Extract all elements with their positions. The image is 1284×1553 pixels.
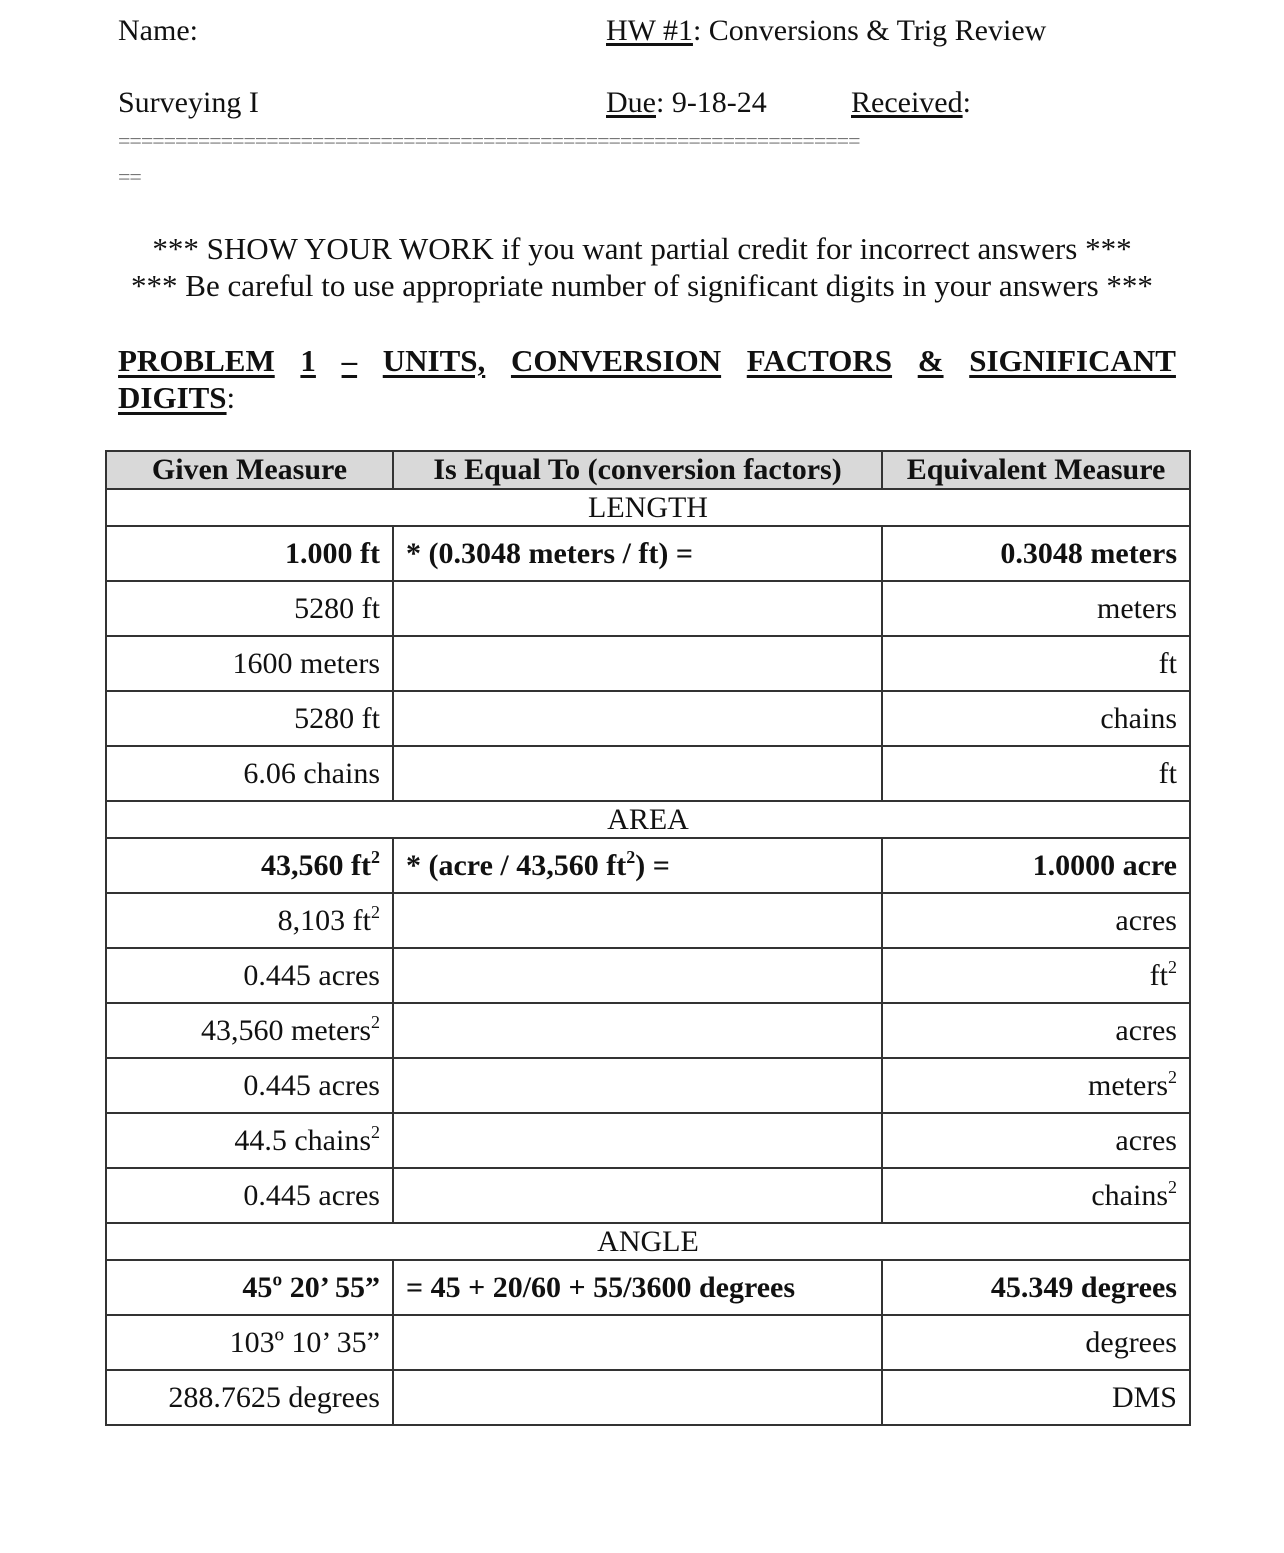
problem-word: & [917, 343, 944, 378]
section-row-area [106, 801, 1190, 838]
equivalent-cell: 0.3048 meters [882, 526, 1190, 581]
work-cell[interactable] [393, 691, 882, 746]
equivalent-cell[interactable]: acres [882, 1003, 1190, 1058]
work-cell[interactable] [393, 1370, 882, 1425]
given-cell: 45º 20’ 55” [106, 1260, 393, 1315]
table-row [106, 948, 1190, 1003]
problem-heading [118, 342, 1176, 416]
given-cell: 5280 ft [106, 581, 393, 636]
work-cell[interactable] [393, 1113, 882, 1168]
equivalent-cell[interactable]: ft [882, 636, 1190, 691]
given-value: 44.5 chains [234, 1123, 371, 1157]
separator-rule-2: == [118, 164, 141, 189]
given-cell: 0.445 acres [106, 1058, 393, 1113]
problem-word: CONVERSION [510, 343, 722, 378]
given-cell [106, 1003, 393, 1058]
superscript: 2 [1168, 956, 1177, 977]
equivalent-cell: 1.0000 acre [882, 838, 1190, 893]
work-cell[interactable] [393, 893, 882, 948]
work-cell[interactable] [393, 1058, 882, 1113]
problem-word: FACTORS [746, 343, 893, 378]
superscript: 2 [371, 1011, 380, 1032]
table-row [106, 1260, 1190, 1315]
equivalent-cell[interactable] [882, 1058, 1190, 1113]
given-cell: 1.000 ft [106, 526, 393, 581]
equivalent-cell[interactable]: chains [882, 691, 1190, 746]
superscript: 2 [1168, 1066, 1177, 1087]
homework-number: HW #1 [606, 14, 693, 47]
given-value: 43,560 meters [201, 1013, 371, 1047]
problem-word: PROBLEM [118, 343, 275, 378]
table-row [106, 1370, 1190, 1425]
given-value: 8,103 ft [277, 903, 371, 937]
problem-word: UNITS, [382, 343, 486, 378]
given-cell [106, 893, 393, 948]
problem-word: 1 [300, 343, 316, 378]
work-cell[interactable] [393, 636, 882, 691]
equal-cell[interactable] [393, 838, 882, 893]
equivalent-unit: meters [1088, 1068, 1168, 1102]
section-length: LENGTH [106, 489, 1190, 526]
superscript: 2 [371, 1121, 380, 1142]
given-cell: 6.06 chains [106, 746, 393, 801]
received [851, 86, 971, 120]
work-cell[interactable] [393, 746, 882, 801]
problem-heading-line1 [118, 342, 1176, 379]
table-row [106, 636, 1190, 691]
header-is-equal-to: Is Equal To (conversion factors) [393, 451, 882, 489]
course-name: Surveying I [118, 86, 259, 119]
received-label: Received [851, 86, 963, 119]
given-cell [106, 838, 393, 893]
equivalent-cell[interactable]: acres [882, 893, 1190, 948]
section-row-length [106, 489, 1190, 526]
table-row [106, 1003, 1190, 1058]
table-row [106, 691, 1190, 746]
problem-word: – [341, 343, 358, 378]
work-cell[interactable] [393, 1168, 882, 1223]
work-cell[interactable] [393, 581, 882, 636]
homework-title-text: : Conversions & Trig Review [692, 14, 1047, 47]
table-row [106, 1315, 1190, 1370]
given-cell: 0.445 acres [106, 1168, 393, 1223]
equivalent-cell[interactable] [882, 1168, 1190, 1223]
header-equivalent-measure: Equivalent Measure [882, 451, 1190, 489]
superscript: 2 [1168, 1176, 1177, 1197]
name-label: Name: [118, 14, 198, 47]
problem-word: SIGNIFICANT [969, 343, 1176, 378]
equal-text: ) = [635, 848, 670, 882]
table-row [106, 746, 1190, 801]
equal-cell[interactable]: * (0.3048 meters / ft) = [393, 526, 882, 581]
problem-heading-line2 [118, 379, 1176, 416]
superscript: 2 [626, 846, 636, 867]
equivalent-cell[interactable] [882, 948, 1190, 1003]
section-area: AREA [106, 801, 1190, 838]
given-cell: 103º 10’ 35” [106, 1315, 393, 1370]
equal-text: * (acre / 43,560 ft [406, 848, 627, 882]
table-row [106, 1168, 1190, 1223]
equivalent-cell[interactable]: degrees [882, 1315, 1190, 1370]
table-header-row [106, 451, 1190, 489]
section-row-angle [106, 1223, 1190, 1260]
superscript: 2 [371, 846, 380, 867]
received-colon: : [962, 86, 971, 119]
work-cell[interactable] [393, 1003, 882, 1058]
work-cell[interactable] [393, 948, 882, 1003]
given-cell: 0.445 acres [106, 948, 393, 1003]
given-cell [106, 1113, 393, 1168]
due-value: : 9-18-24 [655, 86, 767, 119]
table-row [106, 526, 1190, 581]
equivalent-unit: chains [1091, 1178, 1168, 1212]
given-cell: 288.7625 degrees [106, 1370, 393, 1425]
separator-rule-1: ================================================================= [118, 128, 860, 153]
equivalent-cell[interactable]: acres [882, 1113, 1190, 1168]
due-date [606, 86, 767, 120]
table-row [106, 1113, 1190, 1168]
equivalent-cell[interactable]: DMS [882, 1370, 1190, 1425]
given-cell: 5280 ft [106, 691, 393, 746]
header-given-measure: Given Measure [106, 451, 393, 489]
table-row [106, 581, 1190, 636]
work-cell[interactable] [393, 1315, 882, 1370]
conversion-table [105, 450, 1191, 1426]
problem-word: DIGITS [118, 380, 227, 415]
equivalent-cell[interactable]: meters [882, 581, 1190, 636]
equivalent-cell: 45.349 degrees [882, 1260, 1190, 1315]
equivalent-cell[interactable]: ft [882, 746, 1190, 801]
note-show-work: *** SHOW YOUR WORK if you want partial credit for incorrect answers *** [152, 231, 1132, 266]
given-value: 43,560 ft [261, 848, 371, 882]
table-row [106, 893, 1190, 948]
problem-colon: : [226, 380, 236, 415]
table-row [106, 1058, 1190, 1113]
superscript: 2 [371, 901, 380, 922]
section-angle: ANGLE [106, 1223, 1190, 1260]
due-label: Due [606, 86, 656, 119]
equivalent-unit: ft [1149, 958, 1168, 992]
equal-cell[interactable]: = 45 + 20/60 + 55/3600 degrees [393, 1260, 882, 1315]
homework-title [606, 14, 1046, 48]
table-row [106, 838, 1190, 893]
note-significant-digits: *** Be careful to use appropriate number of significant digits in your answers *** [131, 268, 1153, 303]
given-cell: 1600 meters [106, 636, 393, 691]
